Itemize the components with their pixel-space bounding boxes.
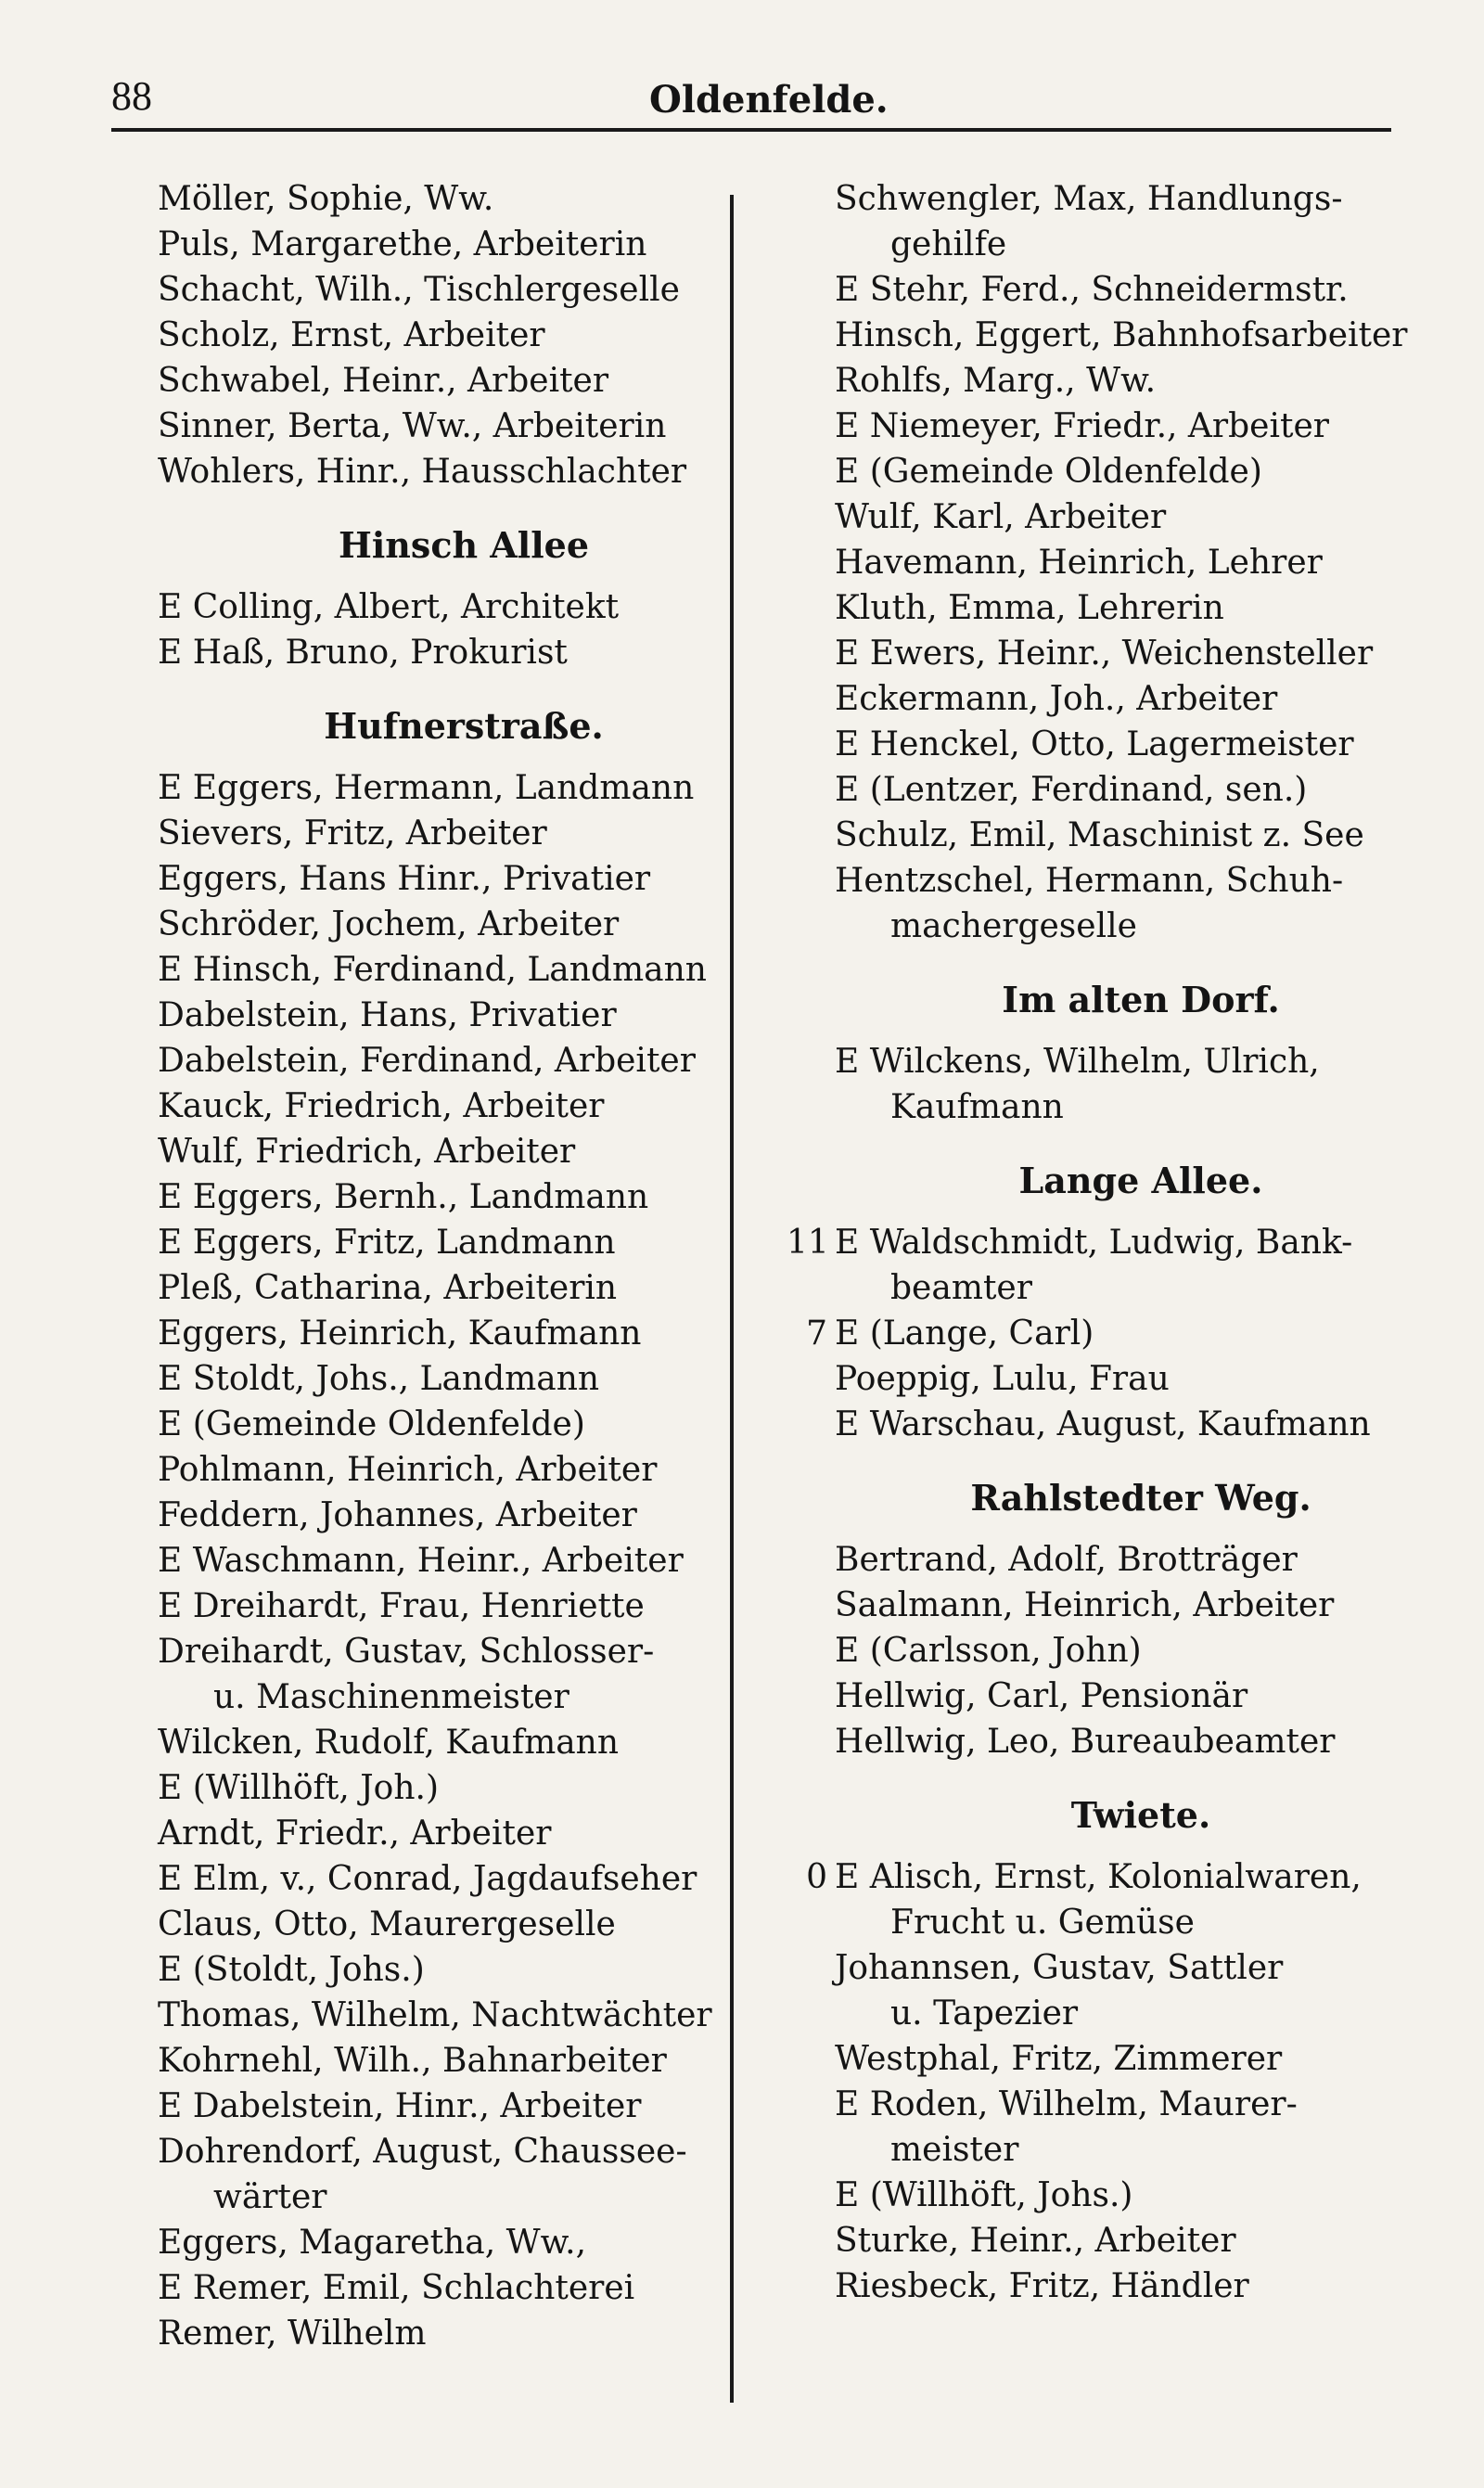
directory-entry (158, 1993, 770, 2038)
entry-text: Pleß, Catharina, Arbeiterin (158, 1269, 618, 1307)
directory-entry (835, 1628, 1447, 1674)
entry-continuation (835, 2127, 1447, 2173)
entry-continuation (835, 222, 1447, 267)
entry-continuation (835, 1084, 1447, 1130)
directory-entry (158, 1538, 770, 1584)
directory-entry (835, 813, 1447, 858)
entry-text: Dohrendorf, August, Chaussee- (158, 2133, 687, 2171)
entry-text: E Remer, Emil, Schlachterei (158, 2269, 635, 2307)
street-heading: Im alten Dorf. (1002, 979, 1280, 1020)
entry-text: E Henckel, Otto, Lagermeister (835, 725, 1354, 763)
entry-text: E Eggers, Hermann, Landmann (158, 769, 695, 807)
directory-entry (158, 1265, 770, 1311)
directory-entry (835, 1674, 1447, 1719)
entry-text: Sinner, Berta, Ww., Arbeiterin (158, 407, 667, 445)
directory-entry (158, 267, 770, 313)
entry-text: E (Willhöft, Joh.) (158, 1769, 439, 1807)
entry-text: Westphal, Fritz, Zimmerer (835, 2040, 1283, 2078)
entry-text: Dabelstein, Ferdinand, Arbeiter (158, 1042, 696, 1080)
entry-text: u. Maschinenmeister (213, 1678, 569, 1716)
entry-text: Saalmann, Heinrich, Arbeiter (835, 1586, 1335, 1624)
directory-entry (158, 176, 770, 222)
header-rule (111, 128, 1391, 132)
entry-text: Claus, Otto, Maurergeselle (158, 1905, 616, 1943)
entry-text: Poeppig, Lulu, Frau (835, 1360, 1170, 1398)
directory-entry (835, 267, 1447, 313)
entry-text: E (Lentzer, Ferdinand, sen.) (835, 771, 1308, 809)
directory-entry (158, 1356, 770, 1402)
entry-text: E Eggers, Fritz, Landmann (158, 1224, 616, 1262)
entry-text: Kluth, Emma, Lehrerin (835, 589, 1224, 627)
entry-text: E Haß, Bruno, Prokurist (158, 634, 568, 672)
entry-text: E Colling, Albert, Architekt (158, 588, 620, 626)
entry-text: beamter (890, 1269, 1032, 1307)
entry-text: Schulz, Emil, Maschinist z. See (835, 816, 1364, 854)
directory-entry (158, 1720, 770, 1765)
directory-entry (158, 902, 770, 947)
directory-entry (158, 2038, 770, 2084)
directory-entry (787, 1220, 1447, 1265)
entry-text: Puls, Margarethe, Arbeiterin (158, 225, 647, 263)
house-number: 11 (787, 1224, 829, 1262)
directory-entry (158, 222, 770, 267)
entry-text: Hellwig, Leo, Bureaubeamter (835, 1723, 1336, 1761)
directory-entry (835, 2218, 1447, 2264)
entry-text: Pohlmann, Heinrich, Arbeiter (158, 1451, 658, 1489)
entry-text: Havemann, Heinrich, Lehrer (835, 544, 1323, 582)
directory-entry (158, 2311, 770, 2356)
directory-entry (158, 2084, 770, 2129)
directory-entry (158, 358, 770, 404)
entry-text: E Waschmann, Heinr., Arbeiter (158, 1542, 684, 1580)
entry-continuation (835, 1265, 1447, 1311)
directory-entry (158, 630, 770, 675)
directory-entry (835, 767, 1447, 813)
entry-text: Sturke, Heinr., Arbeiter (835, 2222, 1236, 2260)
directory-entry (806, 1854, 1447, 1900)
directory-entry (158, 1084, 770, 1129)
street-heading: Rahlstedter Weg. (970, 1477, 1311, 1519)
directory-entry (158, 1902, 770, 1947)
directory-entry (835, 358, 1447, 404)
entry-text: Hentzschel, Hermann, Schuh- (835, 862, 1344, 900)
entry-text: Wohlers, Hinr., Hausschlachter (158, 453, 687, 491)
entry-text: Remer, Wilhelm (158, 2315, 427, 2353)
entry-text: E Warschau, August, Kaufmann (835, 1405, 1371, 1443)
entry-text: machergeselle (890, 907, 1137, 945)
entry-text: Kaufmann (890, 1088, 1064, 1126)
entry-continuation (835, 1900, 1447, 1945)
directory-entry (835, 2173, 1447, 2218)
entry-text: Dabelstein, Hans, Privatier (158, 996, 617, 1034)
directory-entry (835, 1039, 1447, 1084)
entry-text: E Niemeyer, Friedr., Arbeiter (835, 407, 1329, 445)
directory-entry (835, 1583, 1447, 1628)
entry-text: Eckermann, Joh., Arbeiter (835, 680, 1278, 718)
directory-entry (158, 2220, 770, 2265)
entry-text: Wulf, Karl, Arbeiter (835, 498, 1167, 536)
directory-entry (835, 540, 1447, 585)
entry-text: Frucht u. Gemüse (890, 1904, 1195, 1942)
entry-text: Rohlfs, Marg., Ww. (835, 362, 1157, 400)
entry-text: E Dreihardt, Frau, Henriette (158, 1587, 645, 1625)
directory-entry (835, 404, 1447, 449)
entry-text: Schwengler, Max, Handlungs- (835, 180, 1343, 218)
column-divider (730, 195, 734, 2403)
directory-entry (158, 1220, 770, 1265)
directory-entry (835, 858, 1447, 904)
entry-text: Schröder, Jochem, Arbeiter (158, 905, 620, 943)
directory-entry (835, 2082, 1447, 2127)
entry-text: Kohrnehl, Wilh., Bahnarbeiter (158, 2042, 667, 2080)
entry-text: E (Stoldt, Johs.) (158, 1951, 425, 1989)
entry-text: E (Gemeinde Oldenfelde) (158, 1405, 585, 1443)
directory-entry (158, 1765, 770, 1811)
entry-text: Riesbeck, Fritz, Händler (835, 2267, 1249, 2305)
directory-entry (835, 313, 1447, 358)
directory-entry (158, 1447, 770, 1493)
entry-text: Eggers, Heinrich, Kaufmann (158, 1315, 642, 1353)
directory-entry (158, 811, 770, 856)
directory-entry (158, 1947, 770, 1993)
directory-entry (158, 765, 770, 811)
directory-entry (158, 2265, 770, 2311)
directory-entry (158, 1402, 770, 1447)
entry-text: Thomas, Wilhelm, Nachtwächter (158, 1996, 712, 2034)
entry-text: Scholz, Ernst, Arbeiter (158, 316, 545, 354)
directory-entry (835, 631, 1447, 676)
entry-text: gehilfe (890, 225, 1007, 263)
directory-entry (835, 1402, 1447, 1447)
entry-text: Eggers, Magaretha, Ww., (158, 2224, 587, 2262)
directory-entry (835, 676, 1447, 722)
entry-continuation (158, 2174, 770, 2220)
directory-entry (835, 722, 1447, 767)
entry-text: meister (890, 2131, 1019, 2169)
entry-text: E Stoldt, Johs., Landmann (158, 1360, 600, 1398)
entry-text: Sievers, Fritz, Arbeiter (158, 814, 547, 853)
entry-text: E Hinsch, Ferdinand, Landmann (158, 951, 707, 989)
entry-text: Eggers, Hans Hinr., Privatier (158, 860, 651, 898)
entry-continuation (835, 904, 1447, 949)
directory-entry (158, 993, 770, 1038)
entry-text: E (Carlsson, John) (835, 1632, 1142, 1670)
entry-text: Arndt, Friedr., Arbeiter (158, 1815, 552, 1853)
directory-entry (158, 449, 770, 494)
directory-entry (158, 1129, 770, 1174)
directory-entry (158, 584, 770, 630)
directory-entry (158, 856, 770, 902)
directory-entry (835, 1356, 1447, 1402)
entry-text: E Waldschmidt, Ludwig, Bank- (835, 1224, 1353, 1262)
directory-entry (835, 449, 1447, 494)
directory-entry (835, 176, 1447, 222)
entry-text: wärter (213, 2178, 327, 2216)
entry-text: Kauck, Friedrich, Arbeiter (158, 1087, 605, 1125)
entry-text: E Stehr, Ferd., Schneidermstr. (835, 271, 1349, 309)
house-number: 7 (806, 1315, 827, 1353)
entry-text: E Elm, v., Conrad, Jagdaufseher (158, 1860, 697, 1898)
street-heading: Hufnerstraße. (324, 705, 604, 747)
directory-entry (158, 1856, 770, 1902)
page-number: 88 (111, 73, 152, 119)
directory-entry (835, 2264, 1447, 2309)
right-column (787, 176, 1447, 2309)
entry-text: E Roden, Wilhelm, Maurer- (835, 2085, 1298, 2123)
entry-text: E Ewers, Heinr., Weichensteller (835, 635, 1374, 673)
entry-text: u. Tapezier (890, 1994, 1079, 2033)
entry-text: Wulf, Friedrich, Arbeiter (158, 1133, 576, 1171)
entry-text: Hellwig, Carl, Pensionär (835, 1677, 1248, 1715)
entry-text: E (Gemeinde Oldenfelde) (835, 453, 1262, 491)
entry-text: E Dabelstein, Hinr., Arbeiter (158, 2087, 642, 2125)
running-title: Oldenfelde. (649, 78, 889, 122)
directory-entry (835, 1719, 1447, 1764)
directory-entry (158, 947, 770, 993)
directory-entry (835, 1945, 1447, 1991)
entry-text: E Alisch, Ernst, Kolonialwaren, (835, 1858, 1362, 1896)
house-number: 0 (806, 1858, 827, 1896)
entry-text: Möller, Sophie, Ww. (158, 180, 494, 218)
entry-text: E Wilckens, Wilhelm, Ulrich, (835, 1043, 1320, 1081)
entry-text: Dreihardt, Gustav, Schlosser- (158, 1633, 655, 1671)
directory-entry (158, 1584, 770, 1629)
directory-entry (835, 1537, 1447, 1583)
entry-text: Schwabel, Heinr., Arbeiter (158, 362, 609, 400)
entry-text: Johannsen, Gustav, Sattler (835, 1949, 1284, 1987)
directory-entry (158, 313, 770, 358)
directory-entry (835, 2036, 1447, 2082)
directory-entry (806, 1311, 1447, 1356)
entry-text: E (Willhöft, Johs.) (835, 2176, 1133, 2214)
left-column (158, 176, 770, 2356)
entry-text: Bertrand, Adolf, Brotträger (835, 1541, 1298, 1579)
directory-entry (158, 404, 770, 449)
entry-text: E (Lange, Carl) (835, 1315, 1094, 1353)
entry-text: E Eggers, Bernh., Landmann (158, 1178, 649, 1216)
entry-text: Schacht, Wilh., Tischlergeselle (158, 271, 680, 309)
entry-continuation (158, 1674, 770, 1720)
directory-entry (158, 2129, 770, 2174)
entry-text: Feddern, Johannes, Arbeiter (158, 1496, 637, 1534)
directory-entry (158, 1493, 770, 1538)
street-heading: Hinsch Allee (338, 524, 590, 566)
street-heading: Lange Allee. (1018, 1160, 1263, 1201)
directory-entry (158, 1174, 770, 1220)
street-heading: Twiete. (1070, 1794, 1211, 1836)
directory-entry (835, 494, 1447, 540)
directory-entry (835, 585, 1447, 631)
entry-continuation (835, 1991, 1447, 2036)
directory-entry (158, 1038, 770, 1084)
entry-text: Hinsch, Eggert, Bahnhofsarbeiter (835, 316, 1408, 354)
entry-text: Wilcken, Rudolf, Kaufmann (158, 1724, 620, 1762)
directory-entry (158, 1629, 770, 1674)
directory-entry (158, 1311, 770, 1356)
directory-entry (158, 1811, 770, 1856)
